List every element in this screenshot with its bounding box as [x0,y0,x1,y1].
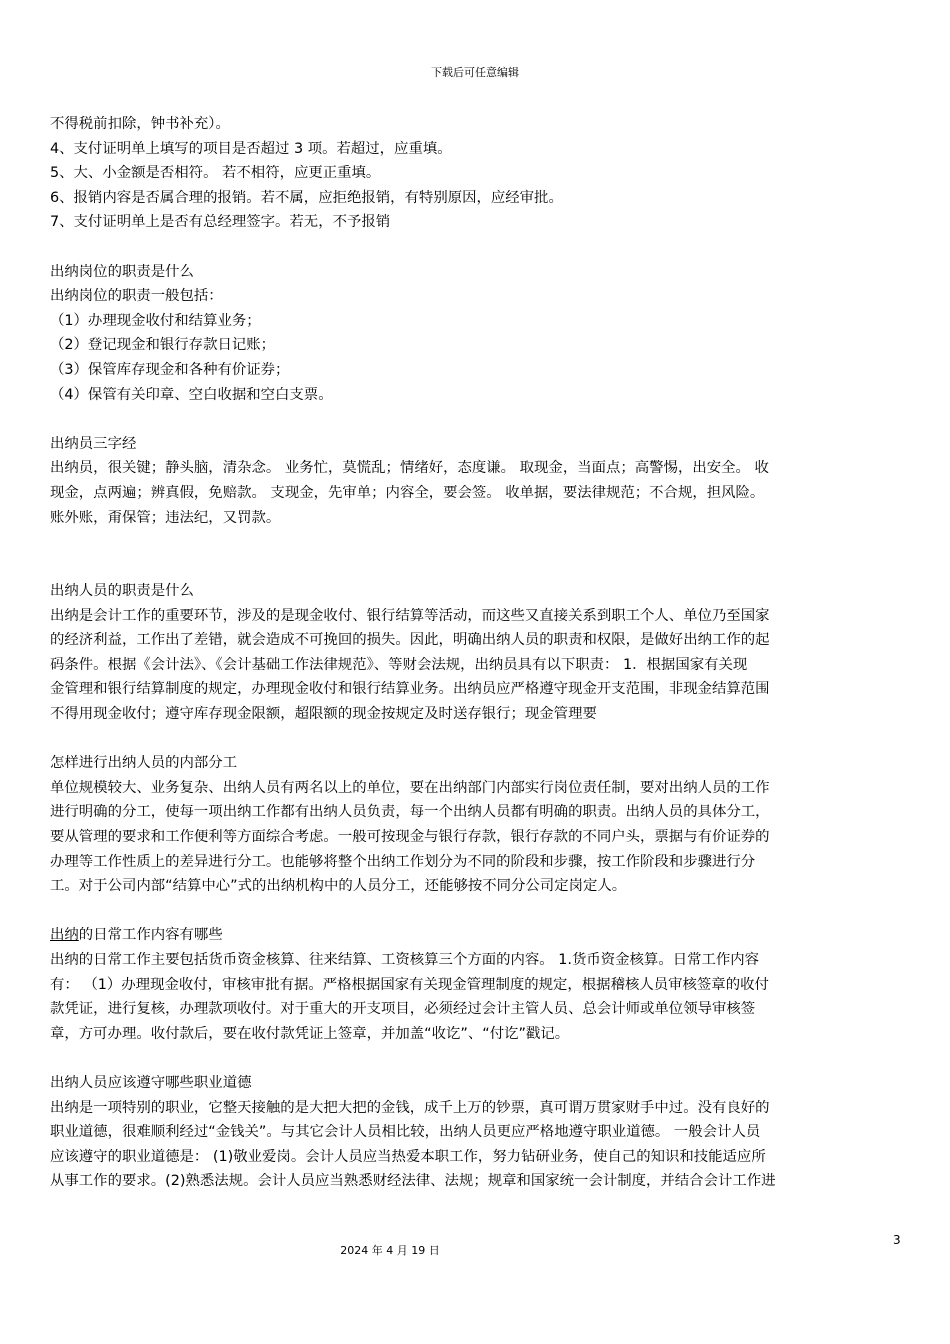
section-cashier-staff-duties [50,579,896,727]
text-line: 职业道德，很难顺利经过“金钱关”。与其它会计人员相比较，出纳人员更应严格地遵守职业道德。 一般会计人员 [50,1124,761,1141]
text-line: （1）办理现金收付和结算业务； [50,312,261,329]
section-three-character-classic [50,432,896,530]
text-line: 6、报销内容是否属合理的报销。若不属，应拒绝报销，有特别原因，应经审批。 [50,189,563,206]
text-line: 从事工作的要求。(2)熟悉法规。会计人员应当熟悉财经法律、法规；规章和国家统一会计制度，并结合会计工作进 [50,1173,776,1190]
cashier-link[interactable]: 出纳 [50,927,79,944]
text-line: 工。对于公司内部“结算中心”式的出纳机构中的人员分工，还能够按不同分公司定岗定人。 [50,878,627,895]
text-line: 4、支付证明单上填写的项目是否超过 3 项。若超过，应重填。 [50,140,452,157]
footer-date: 2024 年 4 月 19 日 [340,1244,440,1257]
section-title: 出纳岗位的职责是什么 [50,263,194,280]
text-line: 的经济利益，工作出了差错，就会造成不可挽回的损失。因此，明确出纳人员的职责和权限，是做好出纳工作的起 [50,632,770,649]
section-title: 出纳人员应该遵守哪些职业道德 [50,1074,252,1091]
page-number: 3 [893,1233,901,1247]
text-line: 要从管理的要求和工作便利等方面综合考虑。一般可按现金与银行存款，银行存款的不同户头，票据与有价证券的 [50,829,770,846]
page-header: 下载后可任意编辑 [431,66,519,79]
text-line: 应该遵守的职业道德是： (1)敬业爱岗。会计人员应当热爱本职工作，努力钻研业务，使自己的知识和技能适应所 [50,1148,766,1165]
text-line: 7、支付证明单上是否有总经理签字。若无，不予报销 [50,214,391,231]
text-line: （4）保管有关印章、空白收据和空白支票。 [50,386,333,403]
text-line: 5、大、小金额是否相符。 若不相符，应更正重填。 [50,165,381,182]
text-line: 款凭证，进行复核，办理款项收付。对于重大的开支项目，必须经过会计主管人员、总会计师或单位领导审核签 [50,1001,756,1018]
text-line: 金管理和银行结算制度的规定，办理现金收付和银行结算业务。出纳员应严格遵守现金开支范围，非现金结算范围 [50,681,770,698]
text-line: 码条件。根据《会计法》、《会计基础工作法律规范》、等财会法规，出纳员具有以下职责： 1．根据国家有关现 [50,656,748,673]
text-line: 不得用现金收付；遵守库存现金限额，超限额的现金按规定及时送存银行；现金管理要 [50,706,597,723]
section-professional-ethics [50,1071,896,1194]
text-line: 单位规模较大、业务复杂、出纳人员有两名以上的单位，要在出纳部门内部实行岗位责任制，要对出纳人员的工作 [50,779,770,796]
document-body [50,112,896,1194]
intro-block [50,112,896,235]
text-line: 出纳的日常工作主要包括货币资金核算、往来结算、工资核算三个方面的内容。 1.货币资金核算。日常工作内容 [50,952,760,968]
text-line: 办理等工作性质上的差异进行分工。也能够将整个出纳工作划分为不同的阶段和步骤，按工作阶段和步骤进行分 [50,853,756,870]
text-line: 不得税前扣除，钟书补充）。 [50,116,230,132]
text-line: 账外账，甭保管；违法纪，又罚款。 [50,509,281,526]
section-cashier-duties [50,260,896,408]
text-line: 出纳是一项特别的职业，它整天接触的是大把大把的金钱，成千上万的钞票，真可谓万贯家财手中过。没有良好的 [50,1099,770,1116]
section-title-rest: 的日常工作内容有哪些 [78,927,223,944]
text-line: 出纳是会计工作的重要环节，涉及的是现金收付、银行结算等活动，而这些又直接关系到职工个人、单位乃至国家 [50,607,770,624]
section-daily-work [50,923,896,1046]
text-line: 现金，点两遍；辨真假，免赔款。 支现金，先审单；内容全，要会签。 收单据，要法律规范；不合规，担风险。 [50,484,765,501]
text-line: 出纳员，很关键；静头脑，清杂念。 业务忙，莫慌乱；情绪好，态度谦。 取现金，当面点；高警惕，出安全。 收 [50,460,769,477]
text-line: （3）保管库存现金和各种有价证券； [50,361,290,378]
text-line: （2）登记现金和银行存款日记账； [50,337,276,354]
section-title [50,923,896,948]
section-title: 出纳人员的职责是什么 [50,583,194,600]
section-internal-division [50,751,896,899]
section-title: 出纳员三字经 [50,435,137,452]
text-line: 章，方可办理。收付款后，要在收付款凭证上签章，并加盖“收讫”、“付讫”戳记。 [50,1025,570,1042]
text-line: 有： （1）办理现金收付，审核审批有据。严格根据国家有关现金管理制度的规定，根据稽核人员审核签章的收付 [50,976,769,993]
text-line: 出纳岗位的职责一般包括： [50,288,223,305]
section-title: 怎样进行出纳人员的内部分工 [50,755,238,772]
text-line: 进行明确的分工，使每一项出纳工作都有出纳人员负责，每一个出纳人员都有明确的职责。出纳人员的具体分工， [50,804,770,821]
